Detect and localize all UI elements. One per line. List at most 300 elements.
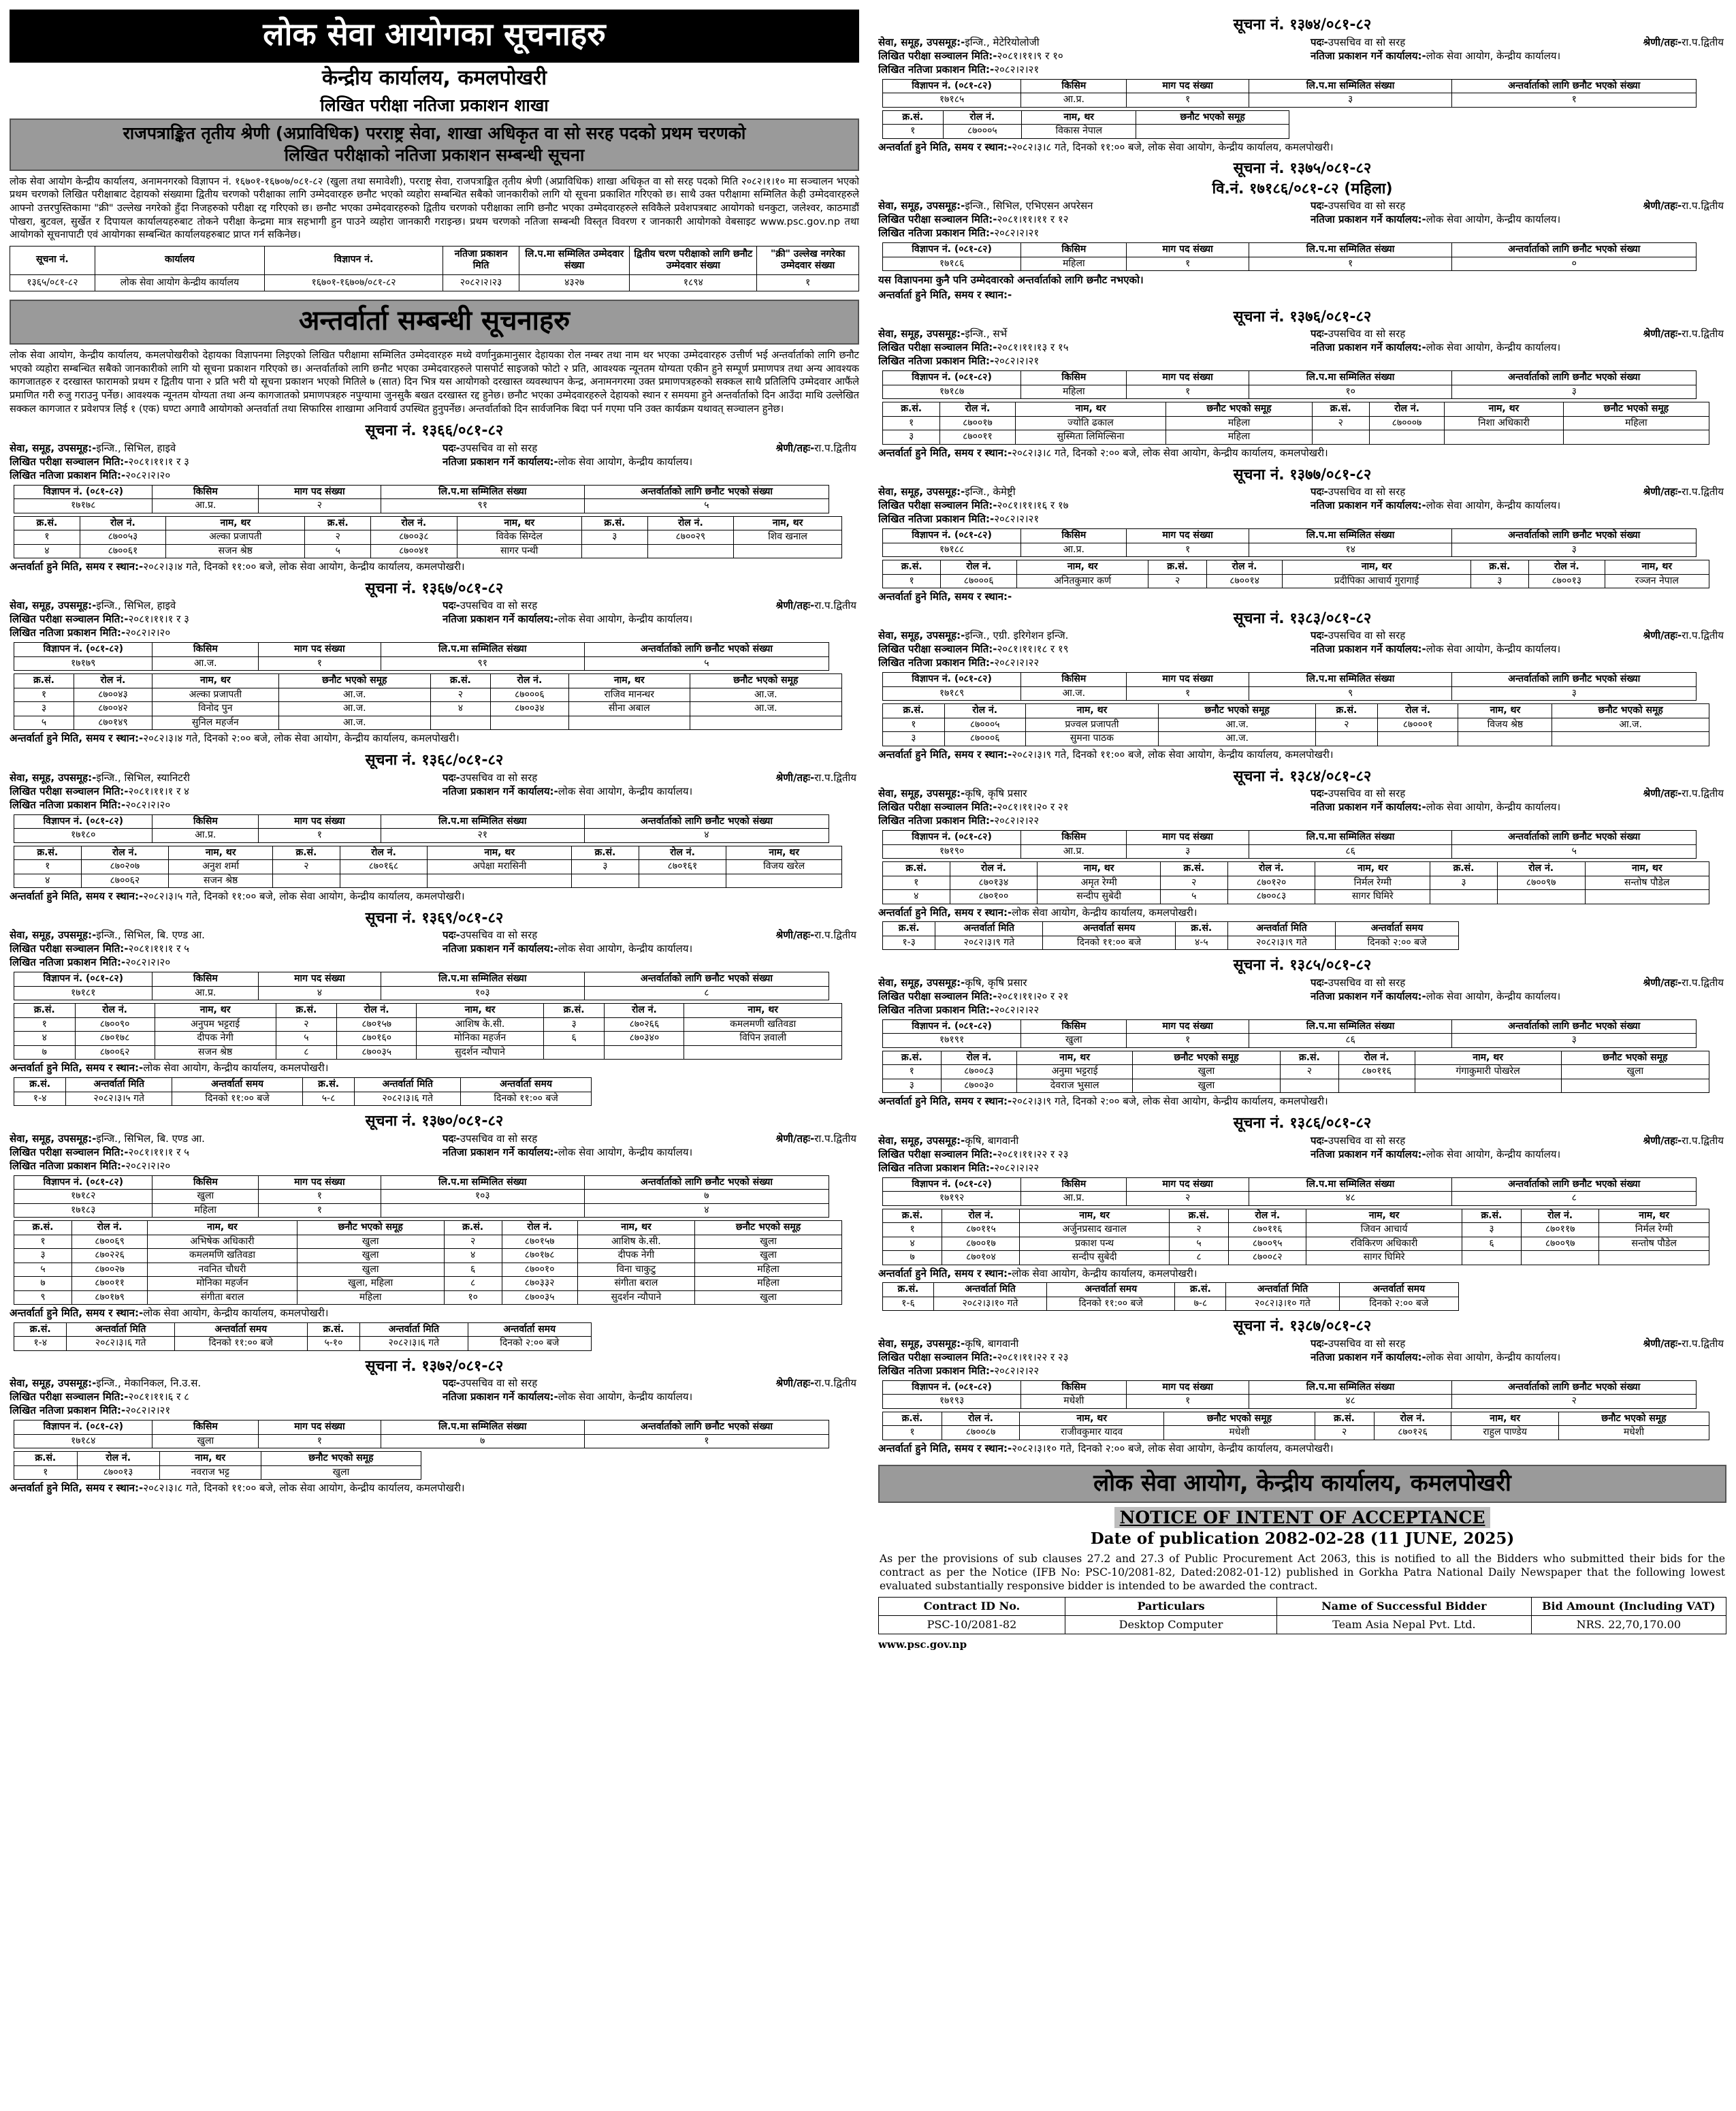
- grade-label: श्रेणी/तहः-: [1643, 787, 1682, 799]
- advertisement-row: [14, 1203, 829, 1218]
- advertisement-cell: १७१८६: [883, 257, 1021, 271]
- grade-value: रा.प.द्वितीय: [1682, 629, 1724, 642]
- interview-notice: [878, 1317, 1726, 1455]
- office-field: [1311, 213, 1560, 226]
- candidate-cell: ८७००९०: [75, 1017, 155, 1032]
- advertisement-cell: ५: [1452, 844, 1697, 859]
- candidate-cell: ६: [1462, 1237, 1521, 1251]
- candidate-cell: मधेशी: [1164, 1426, 1315, 1440]
- interview-timing-table: [882, 921, 1459, 950]
- table-header-row: [883, 529, 1697, 543]
- service-field: [878, 200, 1093, 212]
- service-value: इन्जि., मेटेरियोलोजी: [965, 35, 1040, 48]
- table-header: विज्ञापन नं. (०८१-८२): [883, 673, 1021, 687]
- grade-label: श्रेणी/तहः-: [775, 1377, 815, 1390]
- table-header: नाम, थर: [457, 516, 581, 530]
- candidate-cell: ८७००३५: [337, 1045, 417, 1060]
- candidate-cell: ८७०१२०: [1227, 876, 1315, 890]
- post-label: पदः-: [443, 1132, 460, 1145]
- interview-notice: [10, 580, 859, 745]
- right-notices: [878, 16, 1726, 1455]
- table-header: नाम, थर: [1585, 862, 1709, 876]
- service-row: [878, 1134, 1726, 1148]
- result-row: [10, 1404, 859, 1418]
- table-header: क्र.सं.: [1281, 1051, 1339, 1065]
- result-label: लिखित नतिजा प्रकाशन मिति:-: [10, 1404, 126, 1417]
- table-header: विज्ञापन नं. (०८१-८२): [14, 1175, 152, 1190]
- table-header: विज्ञापन नं. (०८१-८२): [14, 972, 152, 987]
- candidate-cell: २: [1169, 1223, 1228, 1237]
- service-row: [10, 1377, 859, 1391]
- interview-line: [878, 289, 1726, 302]
- interview-line: [878, 1442, 1726, 1455]
- candidate-cell: ८७००६९: [72, 1235, 148, 1249]
- advertisement-cell: ९१: [381, 499, 584, 513]
- advertisement-table: [14, 814, 829, 843]
- grade-label: श्रेणी/तहः-: [1643, 200, 1682, 212]
- right-column: [878, 10, 1726, 2101]
- result-row: [10, 956, 859, 970]
- candidate-cell: [1445, 430, 1564, 445]
- grade-field: [1643, 977, 1724, 989]
- candidate-cell: ८७००४२: [74, 702, 152, 716]
- notice-title: सूचना नं. १३७४/०८१-८२: [1233, 16, 1372, 33]
- advertisement-cell: आ.प्र.: [152, 829, 259, 843]
- candidate-cell: ३: [572, 860, 639, 874]
- exam-label: लिखित परीक्षा सञ्चालन मिति:-: [878, 1147, 997, 1160]
- table-header: नाम, थर: [577, 1221, 694, 1235]
- interview-label: अन्तर्वार्ता हुने मिति, समय र स्थान:-: [10, 560, 144, 573]
- exam-label: लिखित परीक्षा सञ्चालन मिति:-: [878, 1350, 997, 1363]
- candidate-cell: सुनिल महर्जन: [152, 716, 278, 730]
- table-header: क्र.सं.: [581, 516, 647, 530]
- office-value: लोक सेवा आयोग, केन्द्रीय कार्यालय।: [1426, 213, 1561, 226]
- candidate-cell: खुला: [1561, 1065, 1709, 1079]
- grade-value: रा.प.द्वितीय: [1682, 328, 1724, 340]
- candidate-cell: ३: [883, 732, 945, 746]
- service-label: सेवा, समूह, उपसमूह:-: [10, 599, 97, 612]
- service-value: इन्जि., सर्भे: [965, 328, 1008, 340]
- post-label: पदः-: [1311, 1337, 1328, 1350]
- candidate-cell: २: [276, 1017, 337, 1032]
- table-header-row: [883, 402, 1709, 417]
- advertisement-cell: १: [1127, 257, 1249, 271]
- advertisement-cell: १७१८१: [14, 986, 152, 1000]
- candidate-cell: ४: [14, 544, 80, 558]
- table-header: अन्तर्वार्ताको लागि छनौट भएको संख्या: [1452, 79, 1697, 93]
- office-label: नतिजा प्रकाशन गर्ने कार्यालय:-: [443, 455, 558, 468]
- advertisement-cell: १: [259, 1203, 381, 1218]
- grade-field: [776, 442, 856, 455]
- table-header-row: [14, 1004, 842, 1018]
- result-value: २०८२।२।२२: [994, 1161, 1040, 1174]
- result-row: [10, 626, 859, 640]
- candidate-cell: ८७००९७: [1522, 1237, 1599, 1251]
- table-header: क्र.सं.: [883, 922, 935, 936]
- table-header: क्र.सं.: [430, 674, 490, 688]
- candidate-cell: ८७०११५: [942, 1223, 1020, 1237]
- service-label: सेवा, समूह, उपसमूह:-: [878, 486, 965, 498]
- left-column: [10, 10, 859, 2101]
- result-row: [878, 1004, 1726, 1017]
- table-header: किसिम: [1021, 1019, 1127, 1034]
- service-label: सेवा, समूह, उपसमूह:-: [10, 1132, 97, 1145]
- advertisement-cell: ३: [1452, 686, 1697, 701]
- office-label: नतिजा प्रकाशन गर्ने कार्यालय:-: [443, 784, 558, 797]
- advertisement-row: [883, 1034, 1697, 1048]
- summary-cell: १८९४: [630, 274, 757, 291]
- service-value: इन्जि., सिभिल, एभिएसन अपरेसन: [965, 200, 1093, 212]
- candidate-cell: ३: [14, 1249, 72, 1263]
- candidate-cell: [1462, 1251, 1521, 1265]
- service-field: [878, 1134, 1018, 1147]
- table-header: क्र.सं.: [883, 1283, 934, 1297]
- table-header-row: [883, 922, 1459, 936]
- result-value: २०८२।२।२०: [125, 798, 171, 811]
- grade-field: [776, 599, 856, 612]
- table-header: माग पद संख्या: [259, 1175, 381, 1190]
- candidate-cell: ८७००४३: [74, 688, 152, 702]
- table-header: क्र.सं.: [14, 516, 80, 530]
- table-header: क्र.सं.: [883, 560, 941, 575]
- service-label: सेवा, समूह, उपसमूह:-: [878, 35, 965, 48]
- table-header-row: [14, 814, 829, 829]
- post-label: पदः-: [1311, 328, 1328, 340]
- table-header: नाम, थर: [1020, 1209, 1169, 1223]
- table-header: क्र.सं.: [1470, 560, 1528, 575]
- exam-field: [10, 785, 189, 798]
- candidate-cell: सुमना पाठक: [1025, 732, 1159, 746]
- table-header: किसिम: [152, 972, 259, 987]
- grade-label: श्रेणी/तहः-: [1643, 486, 1682, 498]
- office-label: नतिजा प्रकाशन गर्ने कार्यालय:-: [443, 613, 558, 626]
- interview-line: [878, 1095, 1726, 1108]
- interview-notice: [878, 16, 1726, 153]
- table-header: विज्ञापन नं. (०८१-८२): [883, 1177, 1021, 1192]
- summary-cell: १: [757, 274, 859, 291]
- exam-value: २०८१।११।६ र ८: [128, 1391, 189, 1403]
- table-header-row: [14, 972, 829, 987]
- candidate-cell: [605, 1045, 684, 1060]
- post-field: [1311, 36, 1405, 49]
- table-header: नाम, थर: [726, 846, 842, 860]
- candidate-cell: ८७०३४०: [605, 1032, 684, 1046]
- exam-field: [10, 456, 189, 469]
- interview-line: [10, 1482, 859, 1495]
- candidate-cell: ८७००८३: [941, 1065, 1017, 1079]
- result-value: २०८२।२।२१: [994, 513, 1040, 525]
- table-header: अन्तर्वार्ता मिति: [67, 1322, 174, 1337]
- advertisement-cell: १७१९०: [883, 844, 1021, 859]
- main-banner: लोक सेवा आयोगका सूचनाहरु: [10, 10, 859, 63]
- candidate-cell: ८७००५३: [80, 530, 165, 545]
- candidate-cell: प्रज्वल प्रजापती: [1025, 718, 1159, 732]
- table-header: क्र.सं.: [14, 1078, 66, 1092]
- advertisement-table: [14, 972, 829, 1000]
- candidate-cell: सागर पन्थी: [457, 544, 581, 558]
- timing-cell: १-४: [14, 1092, 66, 1106]
- service-field: [878, 328, 1007, 340]
- candidate-cell: महिला: [1166, 416, 1312, 430]
- table-header: किसिम: [1021, 371, 1127, 385]
- table-header: नाम, थर: [1451, 1412, 1558, 1426]
- candidate-table: [14, 516, 842, 559]
- timing-cell: दिनको ११:०० बजे: [172, 1092, 303, 1106]
- table-header: क्र.सं.: [1175, 922, 1227, 936]
- exam-value: २०८१।११।१ र ५: [128, 1145, 189, 1158]
- interview-notice: [10, 751, 859, 903]
- advertisement-row: [883, 257, 1697, 271]
- candidate-cell: ५: [1169, 1237, 1228, 1251]
- candidate-cell: अमृत रेग्मी: [1038, 876, 1161, 890]
- service-row: [878, 486, 1726, 499]
- post-value: उपसचिव वा सो सरह: [460, 441, 538, 454]
- interview-line: [10, 560, 859, 573]
- exam-field: [878, 499, 1069, 512]
- table-header: नाम, थर: [1038, 862, 1161, 876]
- table-header: क्र.सं.: [1175, 1283, 1226, 1297]
- timing-cell: २०८२।३।९ गते: [1227, 936, 1335, 950]
- candidate-cell: आशिष के.सी.: [417, 1017, 544, 1032]
- candidate-cell: आ.ज.: [278, 702, 430, 716]
- table-header: विज्ञापन नं. (०८१-८२): [883, 1019, 1021, 1034]
- table-header: विज्ञापन नं. (०८१-८२): [883, 1380, 1021, 1395]
- candidate-cell: ८७०१०४: [942, 1251, 1020, 1265]
- candidate-cell: सन्दीप सुबेदी: [1020, 1251, 1169, 1265]
- result-label: लिखित नतिजा प्रकाशन मिति:-: [878, 1003, 995, 1016]
- service-row: [10, 442, 859, 456]
- candidate-row: [14, 530, 842, 545]
- post-label: पदः-: [443, 599, 460, 612]
- service-field: [10, 442, 176, 455]
- interview-value: २०८२।३।४ गते, दिनको २:०० बजे, लोक सेवा आयोग, केन्द्रीय कार्यालय, कमलपोखरी।: [143, 732, 460, 745]
- advertisement-table: [14, 485, 829, 513]
- result-label: लिखित नतिजा प्रकाशन मिति:-: [878, 1364, 995, 1377]
- grade-field: [1643, 328, 1724, 340]
- office-value: लोक सेवा आयोग, केन्द्रीय कार्यालय।: [558, 455, 693, 468]
- candidate-cell: ३: [581, 530, 647, 545]
- table-header: अन्तर्वार्ताको लागि छनौट भएको संख्या: [1452, 243, 1697, 257]
- table-header: छनौट भएको समूह: [1552, 704, 1709, 718]
- candidate-cell: विजय खरेल: [726, 860, 842, 874]
- advertisement-row: [883, 543, 1697, 557]
- table-header: विज्ञापन नं. (०८१-८२): [883, 371, 1021, 385]
- office-value: लोक सेवा आयोग, केन्द्रीय कार्यालय।: [1426, 341, 1561, 354]
- table-header: अन्तर्वार्ता समय: [1043, 922, 1175, 936]
- exam-label: लिखित परीक्षा सञ्चालन मिति:-: [878, 499, 997, 511]
- interview-line: [878, 590, 1726, 603]
- candidate-cell: खुला: [695, 1290, 842, 1305]
- candidate-cell: १: [883, 718, 945, 732]
- result-label: लिखित नतिजा प्रकाशन मिति:-: [878, 355, 995, 368]
- candidate-cell: ८७०००५: [943, 125, 1022, 139]
- table-header: नाम, थर: [1283, 560, 1470, 575]
- exam-value: २०८१।११।११ र १२: [997, 213, 1069, 226]
- service-row: [878, 1337, 1726, 1351]
- table-header: क्र.सं.: [883, 1412, 942, 1426]
- candidate-cell: ३: [14, 702, 74, 716]
- successful-bidder: Team Asia Nepal Pvt. Ltd.: [1277, 1616, 1532, 1634]
- interview-value: २०८२।३।८ गते, दिनको ११:०० बजे, लोक सेवा आयोग, केन्द्रीय कार्यालय, कमलपोखरी।: [143, 1482, 465, 1495]
- timing-row: [883, 1297, 1459, 1311]
- website-link[interactable]: www.psc.gov.np: [878, 1638, 967, 1651]
- candidate-cell: ८७०१५७: [502, 1235, 577, 1249]
- candidate-cell: ८७००८७: [942, 1426, 1020, 1440]
- candidate-cell: [1585, 890, 1709, 904]
- candidate-cell: ८७००१३: [77, 1465, 159, 1480]
- table-header-row: [14, 1452, 421, 1466]
- candidate-cell: मोनिका महर्जन: [417, 1032, 544, 1046]
- service-label: सेवा, समूह, उपसमूह:-: [10, 441, 97, 454]
- interview-value: लोक सेवा आयोग, केन्द्रीय कार्यालय, कमलपोखरी।: [1012, 1267, 1197, 1280]
- advertisement-cell: १: [259, 829, 381, 843]
- advertisement-cell: १: [1127, 686, 1249, 701]
- service-value: कृषि, कृषि प्रसार: [965, 787, 1027, 799]
- candidate-cell: [1136, 125, 1289, 139]
- advertisement-table: [882, 242, 1697, 271]
- table-header-row: [14, 846, 842, 860]
- interview-notice: [878, 956, 1726, 1108]
- post-label: पदः-: [1311, 200, 1328, 212]
- grade-value: रा.प.द्वितीय: [814, 441, 856, 454]
- candidate-cell: सन्दीप सुबेदी: [1038, 890, 1161, 904]
- candidate-row: [14, 688, 842, 702]
- candidate-cell: रविकिरण अधिकारी: [1306, 1237, 1462, 1251]
- advertisement-cell: १७१८२: [14, 1190, 152, 1204]
- table-header: माग पद संख्या: [1127, 1380, 1249, 1395]
- notice-title: सूचना नं. १३८३/०८१-८२: [1233, 609, 1372, 627]
- candidate-cell: २: [430, 688, 490, 702]
- candidate-cell: महिला: [1166, 430, 1312, 445]
- candidate-cell: [734, 544, 842, 558]
- post-field: [1311, 977, 1405, 989]
- summary-header: सूचना नं.: [10, 246, 95, 274]
- candidate-cell: ८७०१७९: [72, 1290, 148, 1305]
- advertisement-cell: २१: [381, 829, 584, 843]
- no-selection-note: यस विज्ञापनमा कुनै पनि उम्मेदवारको अन्तर्वार्ताको लागि छनौट नभएको।: [878, 274, 1144, 287]
- candidate-cell: महिला: [297, 1290, 444, 1305]
- advertisement-row: [14, 829, 829, 843]
- advertisement-cell: ३: [1127, 844, 1249, 859]
- result-value: २०८२।२।२०: [125, 956, 171, 969]
- exam-value: २०८१।११।१ र ५: [128, 942, 189, 955]
- grade-label: श्रेणी/तहः-: [1643, 328, 1682, 340]
- candidate-cell: खुला: [297, 1235, 444, 1249]
- table-header-row: [14, 516, 842, 530]
- candidate-row: [883, 1079, 1709, 1093]
- grade-value: रा.प.द्वितीय: [814, 1132, 856, 1145]
- table-header: माग पद संख्या: [259, 1420, 381, 1435]
- advertisement-row: [14, 499, 829, 513]
- contract-table: [878, 1597, 1726, 1634]
- advertisement-row: [14, 986, 829, 1000]
- office-value: लोक सेवा आयोग, केन्द्रीय कार्यालय।: [1426, 989, 1561, 1002]
- table-header: नाम, थर: [148, 1221, 298, 1235]
- timing-cell: ५-१०: [307, 1337, 359, 1351]
- timing-cell: दिनको ११:०० बजे: [461, 1092, 592, 1106]
- timing-cell: २०८२।३।१० गते: [933, 1297, 1046, 1311]
- advertisement-cell: १: [1127, 1395, 1249, 1409]
- advertisement-cell: ४८: [1249, 1192, 1452, 1206]
- table-header: छनौट भएको समूह: [1159, 704, 1316, 718]
- interview-label: अन्तर्वार्ता हुने मिति, समय र स्थान:-: [878, 906, 1012, 919]
- candidate-cell: ३: [1462, 1223, 1521, 1237]
- interview-label: अन्तर्वार्ता हुने मिति, समय र स्थान:-: [878, 748, 1012, 761]
- office-label: नतिजा प्रकाशन गर्ने कार्यालय:-: [1311, 989, 1426, 1002]
- office-field: [1311, 990, 1560, 1003]
- table-header: छनौट भएको समूह: [1166, 402, 1312, 417]
- table-header: किसिम: [152, 814, 259, 829]
- table-header-row: [883, 243, 1697, 257]
- exam-field: [878, 1351, 1069, 1364]
- advertisement-cell: आ.प्र.: [1021, 93, 1127, 108]
- office-label: नतिजा प्रकाशन गर्ने कार्यालय:-: [443, 1391, 558, 1403]
- candidate-cell: दीपक नेगी: [155, 1032, 276, 1046]
- commission-stamp-heading: लोक सेवा आयोग, केन्द्रीय कार्यालय, कमलपोखरी: [878, 1465, 1726, 1504]
- grade-value: रा.प.द्वितीय: [1682, 976, 1724, 989]
- candidate-cell: २: [273, 860, 340, 874]
- advertisement-cell: १: [1249, 257, 1452, 271]
- candidate-cell: ४: [430, 702, 490, 716]
- table-header: क्र.सं.: [273, 846, 340, 860]
- exam-value: २०८१।११।१ र ३: [128, 455, 189, 468]
- table-header: क्र.सं.: [276, 1004, 337, 1018]
- exam-field: [878, 801, 1069, 814]
- candidate-cell: ८७०११६: [1229, 1223, 1306, 1237]
- office-field: [1311, 341, 1560, 354]
- table-header: अन्तर्वार्ता समय: [172, 1078, 303, 1092]
- result-label: लिखित नतिजा प्रकाशन मिति:-: [10, 1159, 126, 1172]
- candidate-cell: १: [883, 574, 941, 588]
- post-value: उपसचिव वा सो सरह: [1328, 787, 1406, 799]
- result-value: २०८२।२।२०: [125, 469, 171, 481]
- result-label: लिखित नतिजा प्रकाशन मिति:-: [10, 626, 126, 639]
- candidate-cell: देवराज भुसाल: [1017, 1079, 1132, 1093]
- table-header: लि.प.मा सम्मिलित संख्या: [381, 814, 584, 829]
- table-header-row: [14, 485, 829, 499]
- candidate-cell: ४: [883, 890, 950, 904]
- candidate-cell: विनोद पुन: [152, 702, 278, 716]
- grade-field: [1643, 629, 1724, 642]
- candidate-cell: [1552, 732, 1709, 746]
- exam-row: [878, 1351, 1726, 1365]
- timing-cell: दिनको ११:०० बजे: [174, 1337, 307, 1351]
- table-header: लि.प.मा सम्मिलित संख्या: [1249, 529, 1452, 543]
- candidate-cell: २: [305, 530, 371, 545]
- advertisement-cell: ९: [1249, 686, 1452, 701]
- candidate-row: [14, 1032, 842, 1046]
- interview-label: अन्तर्वार्ता हुने मिति, समय र स्थान:-: [878, 1442, 1012, 1455]
- candidate-cell: ८७००३८: [371, 530, 457, 545]
- candidate-row: [883, 718, 1709, 732]
- candidate-cell: ५: [276, 1032, 337, 1046]
- post-field: [443, 599, 537, 612]
- candidate-cell: निर्मल रेग्मी: [1599, 1223, 1709, 1237]
- advertisement-row: [883, 385, 1697, 399]
- candidate-cell: १: [14, 1465, 78, 1480]
- advertisement-table: [882, 672, 1697, 701]
- table-header: क्र.सं.: [302, 1078, 354, 1092]
- advertisement-cell: ८६: [1249, 844, 1452, 859]
- contract-row: [879, 1616, 1726, 1634]
- table-header: नाम, थर: [1016, 560, 1148, 575]
- table-header: अन्तर्वार्ता समय: [1339, 1283, 1458, 1297]
- table-header: नाम, थर: [1017, 1051, 1132, 1065]
- candidate-table: [882, 110, 1289, 139]
- candidate-cell: ८७००६१: [80, 544, 165, 558]
- advertisement-cell: खुला: [152, 1190, 259, 1204]
- service-value: इन्जि., केमेष्ट्री: [965, 486, 1016, 498]
